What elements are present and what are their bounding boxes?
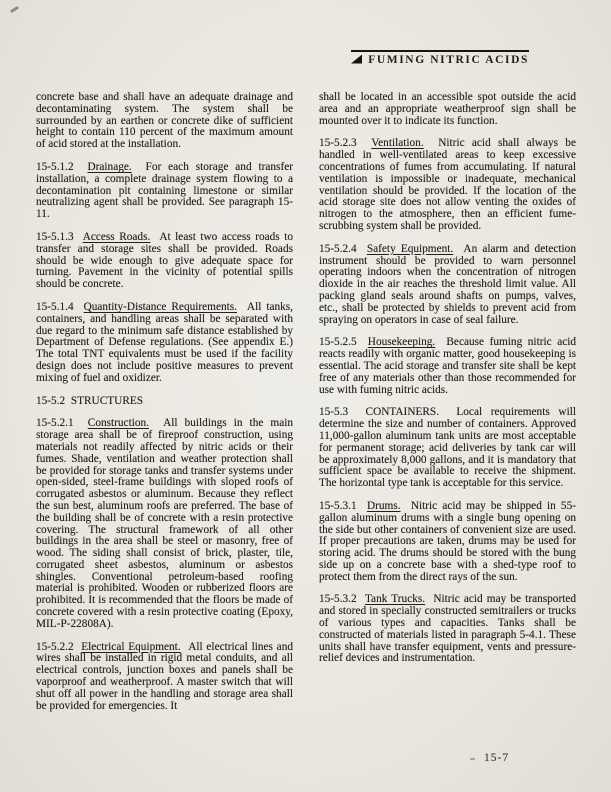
body-paragraph: shall be located in an accessible spot outside the acid area and an appropriate weatherproof sign shall be mounted over it to indicate its function.: [319, 91, 576, 127]
left-column: [36, 92, 293, 723]
running-header: [351, 50, 529, 66]
section-title: Access Roads.: [82, 230, 151, 243]
section-title: Ventilation.: [371, 137, 424, 150]
section-paragraph: 15-5.2.5 Housekeeping. Because fuming nitric acid reacts readily with organic matter, good housekeeping is essential. The acid storage and transfer site shall be kept free of any materials other than those recommended for use with fuming nitric acids.: [319, 336, 577, 396]
section-number: 15-5.3.2: [319, 593, 357, 606]
section-paragraph: 15-5.1.4 Quantity-Distance Requirements. All tanks, containers, and handling areas shall be separated with due regard to the minimum safe distance established by Department of Defense regulations. (See appendix E.) The total TNT equivalents must be used if the facility design does not include positive measures to prevent mixing of fuel and oxidizer.: [36, 300, 293, 384]
section-number: 15-5.3: [319, 406, 349, 419]
section-title: Drainage.: [87, 160, 132, 173]
section-number: 15-5.2.1: [36, 417, 74, 430]
section-title: STRUCTURES: [70, 394, 144, 407]
right-column: [319, 92, 576, 723]
page-number: 15-7: [484, 752, 510, 764]
section-paragraph: 15-5.2.4 Safety Equipment. An alarm and detection instrument should be provided to warn personnel operating indoors when the concentration of nitrogen dioxide in the air reaches the threshold limit value. All packing gland seals around shafts on pumps, valves, etc., shall be protected by shields to prevent acid from spraying on operators in case of seal failure.: [319, 242, 576, 326]
section-title: Drums.: [366, 499, 401, 512]
text-columns: [36, 92, 576, 723]
section-number: 15-5.2.4: [319, 242, 357, 255]
section-number: 15-5.2.2: [36, 640, 74, 653]
section-paragraph: 15-5.3.1 Drums. Nitric acid may be shipped in 55-gallon aluminum drums with a single bung opening on the side but other containers of convenient size are used. If proper precautions are taken, drums may be used for storing acid. The drums should be stored with the bung side up on a concrete base with a shed-type roof to protect them from the direct rays of the sun.: [319, 499, 576, 583]
section-paragraph: 15-5.2.2 Electrical Equipment. All electrical lines and wires shall be installed in rigid metal conduits, and all electrical controls, junction boxes and panels shall be vaporproof and weatherproof. A master switch that will shut off all power in the handling and storage area shall be provided for emergencies. It: [36, 640, 293, 712]
section-paragraph: 15-5.1.2 Drainage. For each storage and transfer installation, a complete drainage system flowing to a decontamination pit containing limestone or similar neutralizing agent shall be provided. See paragraph 15-11.: [36, 160, 293, 221]
section-number: 15-5.1.4: [36, 300, 74, 313]
section-title: Safety Equipment.: [366, 242, 454, 255]
section-paragraph: 15-5.3 CONTAINERS. Local requirements will determine the size and number of containers. Approved 11,000-gallon aluminum tank units are most acceptable for permanent storage; acid deliveries by tank car will be approximately 8,000 gallons, and it is mandatory that sufficient space be available to receive the shipment. The horizontal type tank is acceptable for this service.: [319, 406, 576, 490]
section-mark-icon: [351, 55, 362, 64]
section-paragraph: 15-5.3.2 Tank Trucks. Nitric acid may be transported and stored in specially constructed semitrailers or trucks of various types and capacities. Tanks shall be constructed of materials listed in paragraph 5-4.1. These units shall have transfer equipment, vents and pressure-relief devices and instrumentation.: [319, 593, 577, 665]
section-title: CONTAINERS.: [365, 406, 440, 419]
section-paragraph: 15-5.2.1 Construction. All buildings in the main storage area shall be of fireproof construction, using materials not readily affected by nitric acids or their fumes. Shade, ventilation and weather protection shall be provided for storage tanks and transfer systems under open-sided, steel-frame buildings with sloped roofs of corrugated asbestos or aluminum. Because they reflect the sun best, aluminum roofs are preferred. The base of the building shall be of concrete with a resin protective covering. The structural framework of all other buildings in the area shall be steel or masonry, free of wood. The siding shall consist of brick, plaster, tile, corrugated sheet asbestos, aluminum or asbestos shingles. Conventional petroleum-based roofing material is prohibited. Wooden or rubberized floors are prohibited. It is recommended that the floors be made of concrete covered with a resin protective coating (Epoxy, MIL-P-22808A).: [36, 417, 294, 630]
scan-artifact: [470, 758, 475, 760]
running-head-title: FUMING NITRIC ACIDS: [368, 54, 529, 66]
section-paragraph: 15-5.1.3 Access Roads. At least two access roads to transfer and storage sites shall be provided. Roads should be wide enough to give adequate space for turning. Pavement in the vicinity of potential spills should be concrete.: [36, 230, 293, 291]
body-paragraph: concrete base and shall have an adequate drainage and decontaminating system. The system shall be surrounded by an earthen or concrete dike of sufficient height to contain 110 percent of the maximum amount of acid stored at the installation.: [36, 91, 293, 151]
section-title: Housekeeping.: [367, 336, 436, 349]
section-title: Tank Trucks.: [364, 593, 426, 606]
section-paragraph: [36, 396, 293, 408]
section-title: Electrical Equipment.: [81, 640, 181, 653]
section-paragraph: 15-5.2.3 Ventilation. Nitric acid shall always be handled in well-ventilated areas to keep excessive concentrations of fumes from accumulating. If natural ventilation is impossible or inadequate, mechanical ventilation should be provided. If the location of the acid storage site does not allow venting the oxides of nitrogen to the atmosphere, then an efficient fume-scrubbing system shall be provided.: [319, 137, 576, 232]
scan-artifact: [10, 6, 19, 13]
section-number: 15-5.2.5: [319, 336, 357, 349]
section-number: 15-5.3.1: [319, 499, 357, 512]
section-number: 15-5.1.2: [36, 160, 74, 173]
section-title: Quantity-Distance Requirements.: [83, 300, 237, 313]
section-number: 15-5.2.3: [319, 137, 357, 150]
section-number: 15-5.1.3: [36, 230, 74, 243]
section-number: 15-5.2: [36, 394, 66, 407]
section-title: Construction.: [87, 417, 149, 430]
